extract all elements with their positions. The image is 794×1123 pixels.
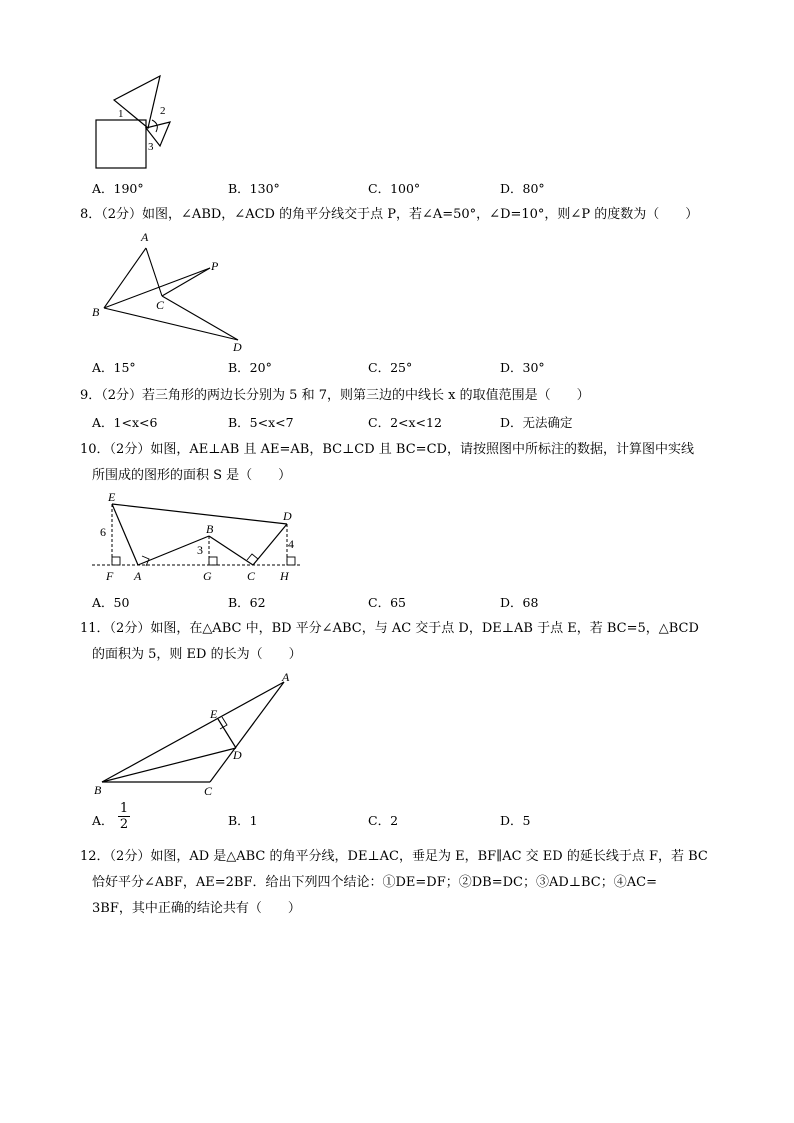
q11-label-C: C	[204, 784, 213, 798]
q11-option-a-denominator: 2	[119, 817, 129, 832]
q7-square	[96, 120, 146, 168]
q11-label-B: B	[94, 783, 102, 797]
q7-label-2: 2	[160, 105, 166, 117]
q11-figure	[88, 668, 303, 800]
q7-figure	[90, 72, 190, 174]
q9-option-c[interactable]: C．2<x<12	[368, 415, 442, 430]
q10-label-H: H	[280, 569, 289, 583]
q11-option-a-fraction[interactable]	[116, 801, 132, 833]
q10-label-6: 6	[100, 525, 106, 539]
q10-figure	[90, 488, 310, 588]
q11-option-d[interactable]: D．5	[500, 813, 531, 828]
q7-option-b[interactable]: B．130°	[228, 181, 280, 196]
q12-stem-line-1: 12．（2分）如图，AD 是△ABC 的角平分线，DE⊥AC，垂足为 E，BF∥AC 交 ED 的延长线于点 F，若 BC	[80, 849, 708, 864]
q10-label-D: D	[283, 509, 292, 523]
q8-option-b[interactable]: B．20°	[228, 360, 272, 375]
q7-option-c[interactable]: C．100°	[368, 181, 421, 196]
q7-option-a[interactable]: A．190°	[92, 181, 144, 196]
q8-option-c[interactable]: C．25°	[368, 360, 413, 375]
q11-option-a-prefix[interactable]: A．	[92, 813, 114, 828]
q8-figure	[88, 228, 258, 353]
q10-option-a[interactable]: A．50	[92, 595, 130, 610]
q10-label-B: B	[206, 522, 214, 536]
q12-stem-line-3: 3BF，其中正确的结论共有（ ）	[92, 901, 301, 916]
q8-stem: 8．（2分）如图，∠ABD，∠ACD 的角平分线交于点 P，若∠A=50°，∠D=10°，则∠P 的度数为（ ）	[80, 207, 699, 222]
q11-label-A: A	[282, 670, 290, 684]
q10-label-A: A	[134, 569, 142, 583]
q9-option-b[interactable]: B．5<x<7	[228, 415, 294, 430]
q10-label-4: 4	[288, 537, 294, 551]
q9-option-a[interactable]: A．1<x<6	[92, 415, 158, 430]
q8-option-d[interactable]: D．30°	[500, 360, 545, 375]
q9-option-d[interactable]: D．无法确定	[500, 415, 573, 430]
q11-label-E: E	[210, 707, 218, 721]
q10-stem-line-2: 所围成的图形的面积 S 是（ ）	[92, 468, 292, 483]
q11-stem-line-1: 11．（2分）如图，在△ABC 中，BD 平分∠ABC，与 AC 交于点 D，DE⊥AB 于点 E，若 BC=5，△BCD	[80, 621, 699, 636]
q8-label-C: C	[156, 298, 165, 312]
q10-stem-line-1: 10．（2分）如图，AE⊥AB 且 AE=AB，BC⊥CD 且 BC=CD，请按照图中所标注的数据，计算图中实线	[80, 442, 694, 457]
q7-label-3: 3	[148, 141, 154, 153]
q10-option-d[interactable]: D．68	[500, 595, 539, 610]
q12-stem-line-2: 恰好平分∠ABF，AE=2BF．给出下列四个结论：①DE=DF；②DB=DC；③AD⊥BC；④AC=	[92, 875, 657, 890]
q10-label-3: 3	[197, 543, 203, 557]
q8-label-B: B	[92, 305, 100, 319]
q8-label-P: P	[211, 259, 219, 273]
q8-option-a[interactable]: A．15°	[92, 360, 136, 375]
q10-label-E: E	[108, 490, 116, 504]
q11-option-c[interactable]: C．2	[368, 813, 399, 828]
q11-label-D: D	[233, 748, 242, 762]
q11-option-a-numerator: 1	[119, 801, 129, 816]
q10-label-F: F	[106, 569, 114, 583]
q11-stem-line-2: 的面积为 5，则 ED 的长为（ ）	[92, 647, 302, 662]
q10-label-C: C	[247, 569, 256, 583]
q8-label-A: A	[141, 230, 149, 244]
q7-label-1: 1	[118, 108, 124, 120]
q8-label-D: D	[233, 340, 242, 353]
q10-option-c[interactable]: C．65	[368, 595, 406, 610]
q10-label-G: G	[203, 569, 212, 583]
q10-option-b[interactable]: B．62	[228, 595, 266, 610]
q7-option-d[interactable]: D．80°	[500, 181, 545, 196]
q9-stem: 9．（2分）若三角形的两边长分别为 5 和 7，则第三边的中线长 x 的取值范围是（ ）	[80, 388, 590, 403]
q11-option-b[interactable]: B．1	[228, 813, 258, 828]
